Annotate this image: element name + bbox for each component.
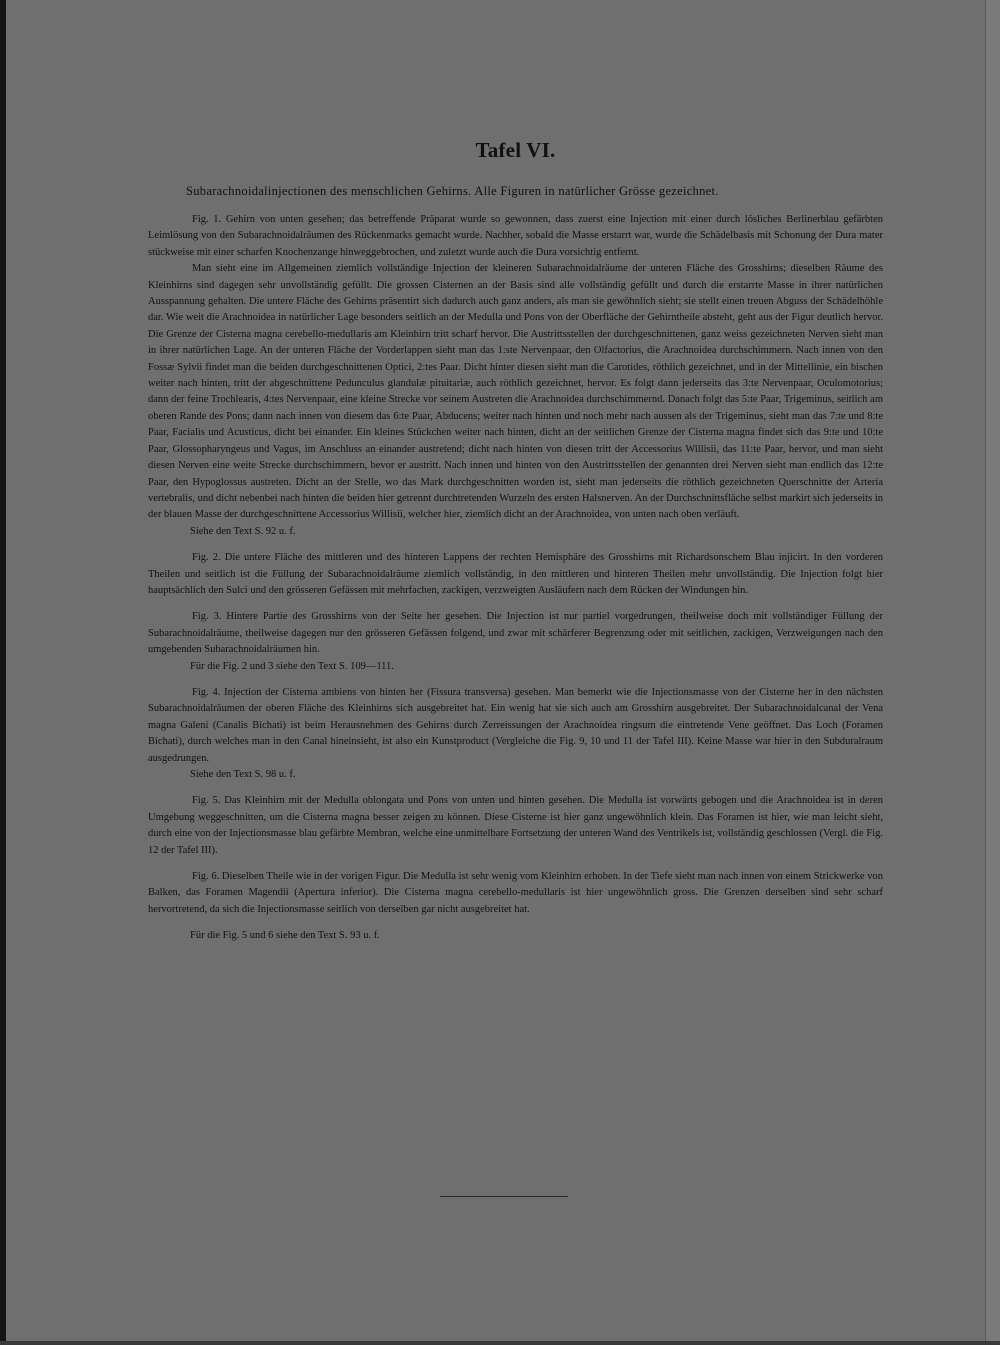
figure-3-description (148, 609, 883, 675)
figure-5-description (148, 793, 883, 859)
figure-6-description (148, 869, 883, 918)
figure-1-paragraph-2: Man sieht eine im Allgemeinen ziemlich vollständige Injection der kleineren Subarachnoidalräume der unteren Fläche des Grosshirns; dieselben Räume des Kleinhirns sind dagegen sehr unvollständig gefüllt. Die grossen Cisternen an der Basis sind alle vollständig gefüllt und durch die erstarrte Masse in ihrer natürlichen Ausspannung gehalten. Die untere Fläche des Gehirns präsentirt sich dadurch auch ganz anders, als man sie gewöhnlich sieht; sie stellt einen treuen Abguss der Schädelhöhle dar. Wie weit die Arachnoidea in natürlicher Lage besonders seitlich an der Medulla und Pons von der Oberfläche der Gehirntheile absteht, geht aus der Figur deutlich hervor. Die Grenze der Cisterna magna cerebello-medullaris am Kleinhirn tritt scharf hervor. Die Austrittsstellen der durchgeschnittenen, ganz weiss gezeichneten Nerven sieht man in ihrer natürlichen Lage. An der unteren Fläche der Vorderlappen sieht man das 1:ste Nervenpaar, den Olfactorius, die Arachnoidea durchschimmern. Nach innen von den Fossæ Sylvii findet man die beiden durchgeschnittenen Optici, 2:tes Paar. Dicht hinter diesen sieht man die Carotides, röthlich gezeichnet, und in der Mittellinie, ein bischen weiter nach hinten, tritt der abgeschnittene Pedunculus glandulæ pituitariæ, auch röthlich gezeichnet, hervor. Es folgt dann jederseits das 3:te Nervenpaar, Oculomotorius; dann der feine Trochlearis, 4:tes Nervenpaar, eine kleine Strecke vor seinem Austreten die Arachnoidea durchschimmernd. Danach folgt das 5:te Paar, Trigeminus, seitlich am oberen Rande des Pons; dann nach innen von diesem das 6:te Paar, Abducens; weiter nach hinten und noch mehr nach aussen als der Trigeminus, sieht man das 7:te und 8:te Paar, Facialis und Acusticus, dicht bei einander. Ein kleines Stückchen weiter nach hinten, dicht an der seitlichen Grenze der Cisterna magna findet sich das 9:te und 10:te Paar, Glossopharyngeus und Vagus, im Anschluss an einander austretend; dicht nach hinten von diesen tritt der Accessorius Willisii, das 11:te Paar, hervor, und man sieht diesen Nerven eine weite Strecke durchschimmern, bevor er austritt. Nach innen und hinten von den Austrittsstellen der genannten drei Nerven sieht man endlich das 12:te Paar, den Hypoglossus austreten. Dicht an der Stelle, wo das Mark durchgeschnitten worden ist, sieht man jederseits die röthlich gezeichneten Querschnitte der Arteria vertebralis, und dicht nebenbei nach hinten die beiden hier getrennt durchtretenden Wurzeln des ersten Halsnerven. An der Durchschnittsfläche selbst markirt sich jederseits in der blauen Masse der durchgeschnittene Accessorius Willisii, welcher hier, ziemlich dicht an der Arachnoidea, von unten nach oben verläuft. (148, 263, 883, 521)
figure-1-reference: Siehe den Text S. 92 u. f. (190, 525, 296, 537)
figure-1-paragraph-1: Fig. 1. Gehirn von unten gesehen; das betreffende Präparat wurde so gewonnen, dass zuerst eine Injection mit einer durch lösliches Berlinerblau gefärbten Leimlösung von den Subarachnoidalräumen des Rückenmarks gemacht wurde. Nachher, sobald die Masse erstarrt war, wurde die Schädelbasis mit Schonung der Dura mater stückweise mit einer scharfen Knochenzange hinweggebrochen, und zuletzt wurde auch die Dura vorsichtig entfernt. (148, 214, 883, 258)
page-subtitle: Subarachnoidalinjectionen des menschlichen Gehirns. Alle Figuren in natürlicher Grösse gezeichnet. (186, 184, 719, 198)
footer-rule (440, 1196, 568, 1197)
figure-4-description (148, 685, 883, 783)
figure-4-paragraph: Fig. 4. Injection der Cisterna ambiens von hinten her (Fissura transversa) gesehen. Man bemerkt wie die Injectionsmasse von der Cisterne her in den nächsten Subarachnoidalräumen der oberen Fläche des Kleinhirns sich ausgebreitet hat. Ein wenig hat sie sich auch am Grosshirn ausgebreitet. Der Subarachnoidalcanal der Vena magna Galeni (Canalis Bichati) ist beim Herausnehmen des Gehirns durch Zerreissungen der Arachnoidea ringsum die eintretende Vene geöffnet. Das Loch (Foramen Bichati), durch welches man in den Canal hineinsieht, ist also ein Kunstproduct (Vergleiche die Fig. 9, 10 und 11 der Tafel III). Keine Masse war hier in den Subduralraum ausgedrungen. (148, 686, 883, 764)
figure-4-reference: Siehe den Text S. 98 u. f. (190, 769, 296, 780)
figure-3-paragraph: Fig. 3. Hintere Partie des Grosshirns von der Seite her gesehen. Die Injection ist nur partiel vorgedrungen, theilweise doch mit vollständiger Füllung der Subarachnoidalräume, theilweise dagegen nur den grösseren Gefässen folgend, und zwar mit schärferer Begrenzung oder mit seitlichen, zackigen, Verzweigungen nach den umgebenden Subarachnoidalräumen hin. (148, 611, 883, 656)
scan-edge-right (985, 0, 1000, 1345)
figure-5-6-reference: Für die Fig. 5 und 6 siehe den Text S. 93 u. f. (190, 930, 380, 942)
figure-5-6-reference-block (148, 928, 883, 944)
scan-edge-bottom (0, 1341, 1000, 1345)
figure-2-description (148, 550, 883, 599)
figure-3-reference: Für die Fig. 2 und 3 siehe den Text S. 109—111. (190, 660, 394, 672)
figure-1-description (148, 212, 883, 540)
scan-edge-left (0, 0, 6, 1345)
figure-6-paragraph: Fig. 6. Dieselben Theile wie in der vorigen Figur. Die Medulla ist sehr wenig vom Kleinhirn erhoben. In der Tiefe sieht man nach innen von einem Strickwerke von Balken, das Foramen Magendii (Apertura inferior). Die Cisterna magna cerebello-medullaris ist hier ungewöhnlich gross. Die Grenzen derselben sind sehr scharf hervortretend, da sich die Injectionsmasse seitlich von derselben gar nicht ausgebreitet hat. (148, 871, 883, 915)
figure-5-paragraph: Fig. 5. Das Kleinhirn mit der Medulla oblongata und Pons von unten und hinten gesehen. Die Medulla ist vorwärts gebogen und die Arachnoidea ist in deren Umgebung weggeschnitten, um die Cisterna magna besser zeigen zu können. Diese Cisterne ist hier ganz ungewöhnlich klein. Das Foramen ist hier, wie man leicht sieht, durch eine von der Injectionsmasse blau gefärbte Membran, welche eine unmittelbare Fortsetzung der unteren Wand des Ventrikels ist, vollständig geschlossen (Vergl. die Fig. 12 der Tafel III). (148, 795, 883, 856)
page-title: Tafel VI. (475, 138, 556, 162)
page-content (148, 138, 883, 945)
figure-2-paragraph: Fig. 2. Die untere Fläche des mittleren und des hinteren Lappens der rechten Hemisphäre des Grosshirns mit Richardsonschem Blau injicirt. In den vorderen Theilen und seitlich ist die Füllung der Subarachnoidalräume ziemlich vollständig, in den mittleren und hinteren Theilen mehr unvollständig. Die Injection folgt hier hauptsächlich den Sulci und den grösseren Gefässen mit mehrfachen, zackigen, verzweigten Ausläufern nach dem Rücken der Windungen hin. (148, 552, 883, 596)
